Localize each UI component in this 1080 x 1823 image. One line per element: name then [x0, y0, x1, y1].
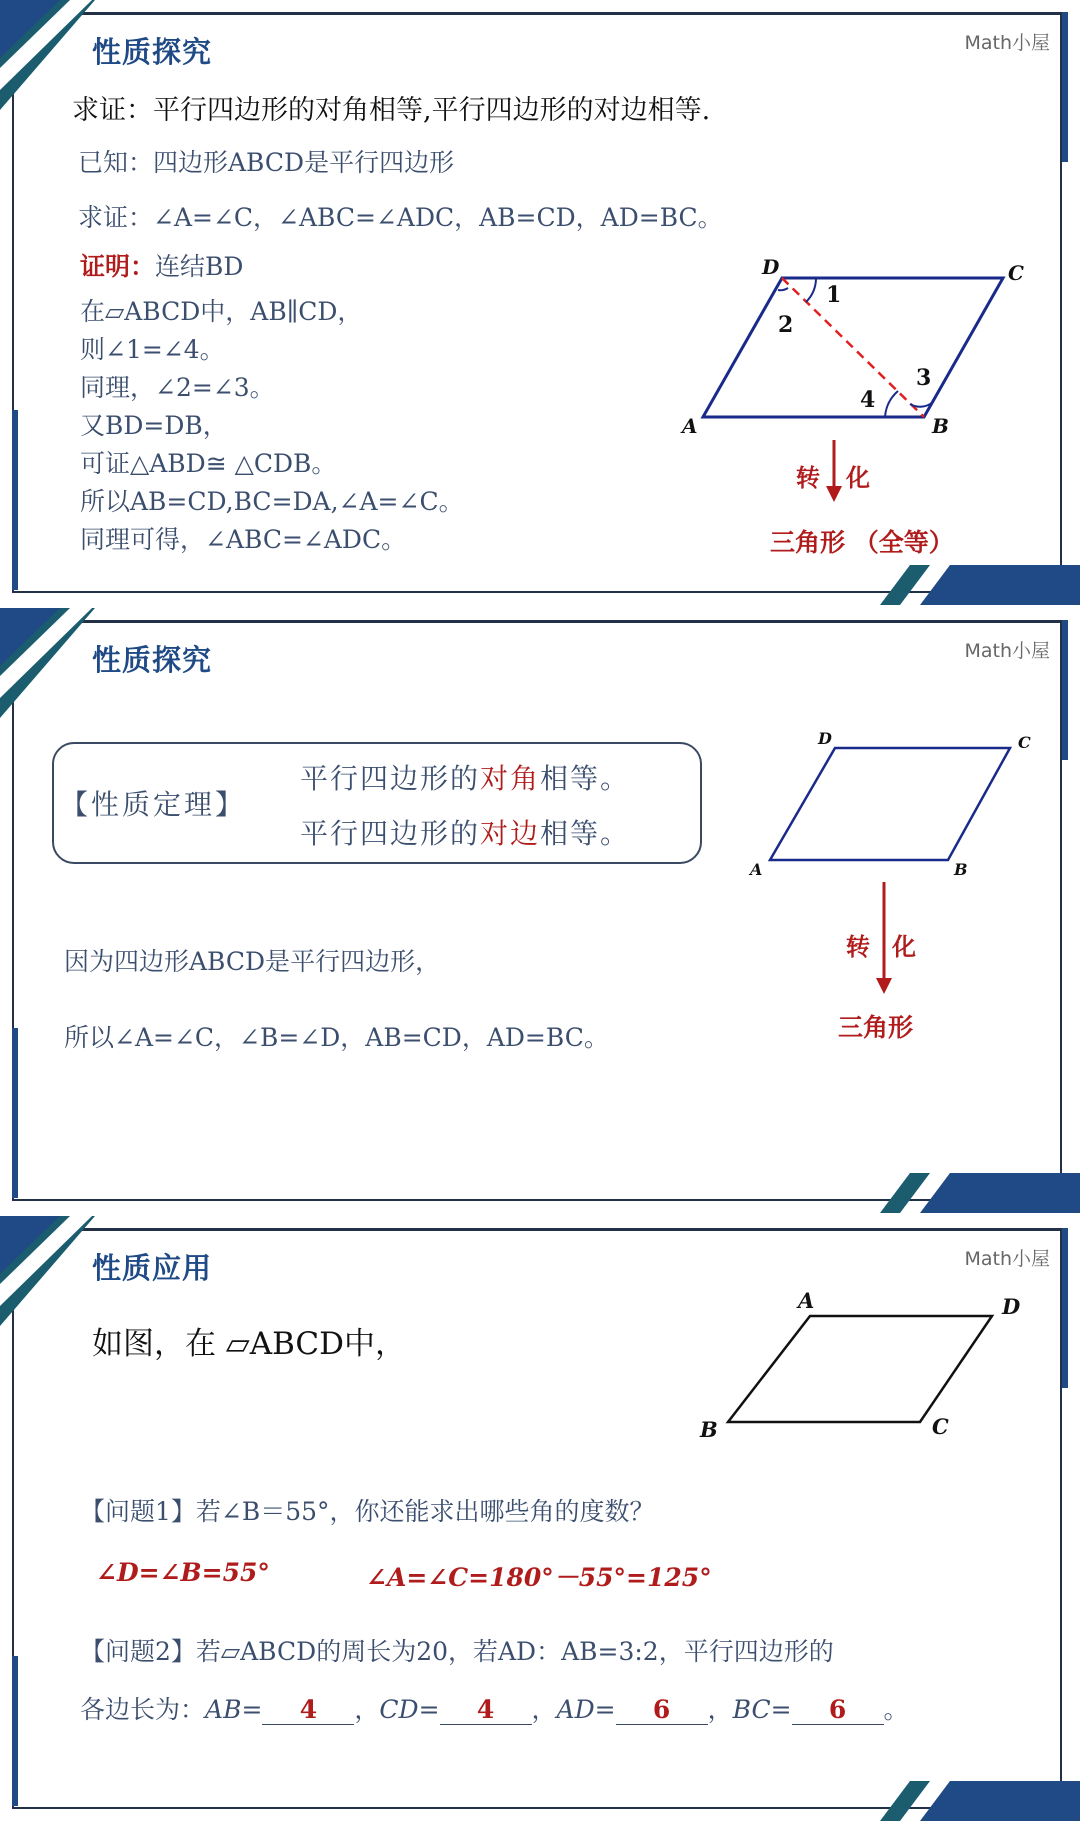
slide-title: 性质探究	[92, 643, 213, 677]
answer-ad[interactable]: 6	[616, 1695, 708, 1725]
prove: 求证：∠A=∠C，∠ABC=∠ADC，AB=CD，AD=BC。	[78, 203, 723, 232]
proof-line: 又BD=DB，	[80, 411, 228, 440]
question-2-line-2	[80, 1690, 909, 1726]
theorem-line-1	[300, 757, 630, 797]
vertex-b-label: B	[954, 860, 968, 879]
proof-label: 证明：	[80, 252, 156, 281]
vertex-c-label: C	[932, 1414, 949, 1439]
logo: Math小屋	[964, 640, 1050, 662]
vertex-c-label: C	[1018, 733, 1031, 752]
logo: Math小屋	[964, 1248, 1050, 1270]
side-accent	[1062, 12, 1068, 162]
given: 已知：四边形ABCD是平行四边形	[78, 148, 455, 177]
vertex-d-label: D	[1002, 1294, 1021, 1319]
theorem-keyword: 对边	[480, 817, 541, 850]
parallelogram	[728, 1316, 992, 1422]
side-accent	[1062, 1228, 1068, 1388]
theorem-text: 平行四边形的	[300, 817, 481, 850]
because-line: 因为四边形ABCD是平行四边形，	[64, 947, 441, 976]
proof-heading	[80, 247, 243, 283]
proof-first: 连结BD	[155, 252, 244, 281]
q2-label-cd: CD=	[379, 1695, 440, 1724]
side-accent	[12, 410, 18, 590]
angle-mark	[885, 391, 898, 417]
answer-bc[interactable]: 6	[792, 1695, 884, 1725]
proof-line: 则∠1=∠4。	[80, 335, 225, 364]
statement: 求证：平行四边形的对角相等,平行四边形的对边相等.	[72, 95, 711, 126]
side-accent	[12, 1028, 18, 1198]
corner-decoration	[840, 1173, 1080, 1213]
convert-arrow	[824, 440, 844, 502]
side-accent	[12, 1656, 18, 1806]
result-label: 三角形 （全等）	[770, 528, 954, 557]
theorem-label: 【性质定理】	[60, 788, 247, 821]
convert-right: 化	[892, 932, 916, 961]
angle-4-label: 4	[860, 387, 876, 413]
q2-label-ad: AD=	[556, 1695, 616, 1724]
corner-decoration	[840, 1781, 1080, 1821]
diagonal-bd	[782, 278, 924, 417]
answer-ab[interactable]: 4	[262, 1695, 354, 1725]
parallelogram-diagram	[670, 250, 1040, 450]
slide-1	[0, 0, 1080, 605]
angle-mark	[778, 288, 788, 290]
result-label: 三角形	[838, 1013, 914, 1042]
slide-title: 性质探究	[92, 35, 213, 69]
vertex-a-label: A	[750, 860, 763, 879]
theorem-text: 相等。	[540, 817, 631, 850]
parallelogram-diagram	[690, 1282, 1030, 1442]
parallelogram-diagram	[748, 730, 1048, 880]
proof-line: 可证△ABD≅ △CDB。	[80, 449, 337, 478]
parallelogram	[703, 278, 1003, 417]
vertex-d-label: D	[818, 730, 832, 748]
question-1: 【问题1】若∠B＝55°，你还能求出哪些角的度数？	[80, 1497, 655, 1526]
answer-1-right: ∠A=∠C=180°－55°=125°	[366, 1563, 712, 1592]
proof-line: 同理，∠2=∠3。	[80, 373, 275, 402]
convert-left: 转	[846, 932, 870, 961]
separator: ，	[707, 1695, 733, 1724]
slide-title: 性质应用	[92, 1251, 213, 1285]
answer-1-left: ∠D=∠B=55°	[96, 1558, 270, 1587]
theorem-text: 平行四边形的	[300, 762, 481, 795]
theorem-keyword: 对角	[480, 762, 541, 795]
vertex-c-label: C	[1008, 261, 1024, 285]
side-accent	[1062, 620, 1068, 760]
vertex-b-label: B	[932, 414, 949, 438]
logo: Math小屋	[964, 32, 1050, 54]
proof-line: 同理可得，∠ABC=∠ADC。	[80, 525, 407, 554]
q2-label-bc: BC=	[732, 1695, 792, 1724]
angle-2-label: 2	[778, 312, 794, 338]
parallelogram	[770, 748, 1010, 860]
proof-line: 所以AB=CD,BC=DA,∠A=∠C。	[80, 487, 464, 516]
theorem-text: 相等。	[540, 762, 631, 795]
theorem-line-2	[300, 812, 630, 852]
vertex-d-label: D	[762, 255, 780, 279]
proof-line: 在▱ABCD中，AB∥CD，	[80, 297, 363, 326]
end-mark: 。	[883, 1695, 909, 1724]
angle-3-label: 3	[916, 365, 932, 391]
corner-decoration	[840, 565, 1080, 605]
answer-cd[interactable]: 4	[440, 1695, 532, 1725]
q2-label-ab: AB=	[205, 1695, 263, 1724]
question-2-line-1: 【问题2】若▱ABCD的周长为20，若AD：AB=3:2，平行四边形的	[80, 1637, 834, 1666]
vertex-b-label: B	[700, 1417, 718, 1442]
vertex-a-label: A	[798, 1288, 815, 1313]
angle-1-label: 1	[826, 282, 842, 308]
convert-right: 化	[846, 463, 870, 492]
intro-line: 如图，在 ▱ABCD中，	[92, 1326, 407, 1362]
vertex-a-label: A	[682, 414, 698, 438]
separator: ，	[354, 1695, 380, 1724]
convert-left: 转	[796, 463, 820, 492]
therefore-line: 所以∠A=∠C，∠B=∠D，AB=CD，AD=BC。	[64, 1023, 609, 1052]
q2-prefix: 各边长为：	[80, 1695, 206, 1724]
convert-arrow	[874, 882, 894, 994]
angle-mark	[806, 278, 816, 302]
slide-2	[0, 608, 1080, 1213]
separator: ，	[531, 1695, 557, 1724]
